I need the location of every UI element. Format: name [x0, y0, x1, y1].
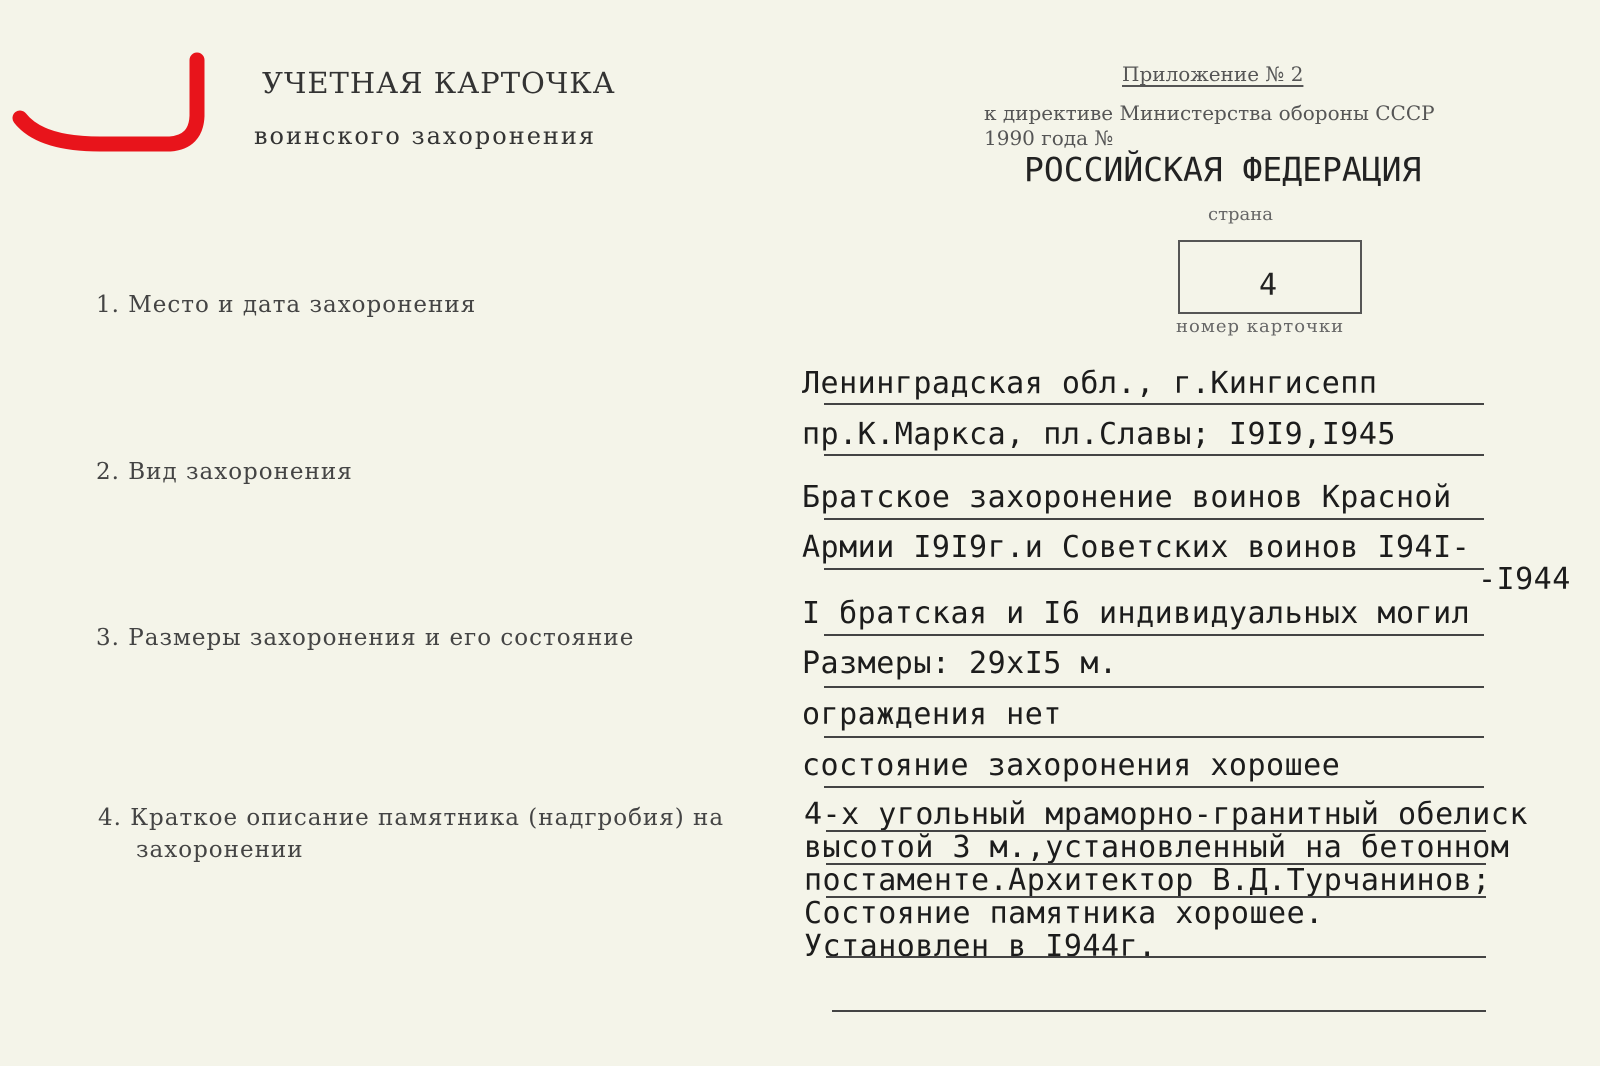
card-number-caption: номер карточки: [1176, 316, 1345, 337]
underline: [824, 568, 1484, 570]
size-state-line-3: ограждения нет: [802, 697, 1062, 732]
size-state-line-2: Размеры: 29хI5 м.: [802, 646, 1118, 681]
monument-line-5: Установлен в I944г.: [804, 929, 1157, 964]
monument-description: [804, 798, 1528, 963]
place-date-line-1: Ленинградская обл., г.Кингисепп: [802, 366, 1378, 401]
underline: [824, 518, 1484, 520]
underline: [826, 863, 1486, 865]
underline: [824, 454, 1484, 456]
card-number-value: 4: [1258, 268, 1278, 303]
country-caption: страна: [1208, 204, 1274, 225]
monument-line-2: высотой 3 м.,установленный на бетонном: [804, 830, 1510, 865]
underline: [826, 956, 1486, 958]
field-label-burial-type: 2. Вид захоронения: [96, 459, 353, 485]
appendix-label: Приложение № 2: [1122, 62, 1304, 86]
card-subtitle: воинского захоронения: [254, 122, 597, 150]
directive-line-2: 1990 года №: [984, 126, 1114, 150]
size-state-line-4: состояние захоронения хорошее: [802, 748, 1341, 783]
place-date-line-2: пр.К.Маркса, пл.Славы; I9I9,I945: [802, 417, 1396, 452]
underline: [826, 830, 1486, 832]
field-label-size-state: 3. Размеры захоронения и его состояние: [96, 625, 635, 651]
monument-line-1: 4-х угольный мраморно-гранитный обелиск: [804, 797, 1528, 832]
monument-line-4: Состояние памятника хорошее.: [804, 896, 1324, 931]
burial-type-line-2: Армии I9I9г.и Советских воинов I94I-: [802, 530, 1471, 565]
monument-line-3: постаменте.Архитектор В.Д.Турчанинов;: [804, 863, 1491, 898]
field-label-monument: 4. Краткое описание памятника (надгробия) на: [98, 805, 725, 831]
underline: [824, 686, 1484, 688]
red-marker-mark: [0, 40, 230, 170]
directive-line-1: к директиве Министерства обороны СССР: [984, 101, 1435, 125]
burial-type-line-3: -I944: [1478, 562, 1571, 597]
underline: [826, 896, 1486, 898]
underline: [832, 1010, 1486, 1012]
underline: [824, 786, 1484, 788]
country-value: РОССИЙСКАЯ ФЕДЕРАЦИЯ: [1024, 150, 1422, 189]
card-title: УЧЕТНАЯ КАРТОЧКА: [262, 66, 616, 100]
burial-type-line-1: Братское захоронение воинов Красной: [802, 480, 1452, 515]
size-state-line-1: I братская и I6 индивидуальных могил: [802, 596, 1471, 631]
field-label-place-date: 1. Место и дата захоронения: [96, 292, 477, 318]
underline: [824, 736, 1484, 738]
underline: [824, 403, 1484, 405]
underline: [824, 634, 1484, 636]
field-label-monument-cont: захоронении: [136, 837, 304, 863]
